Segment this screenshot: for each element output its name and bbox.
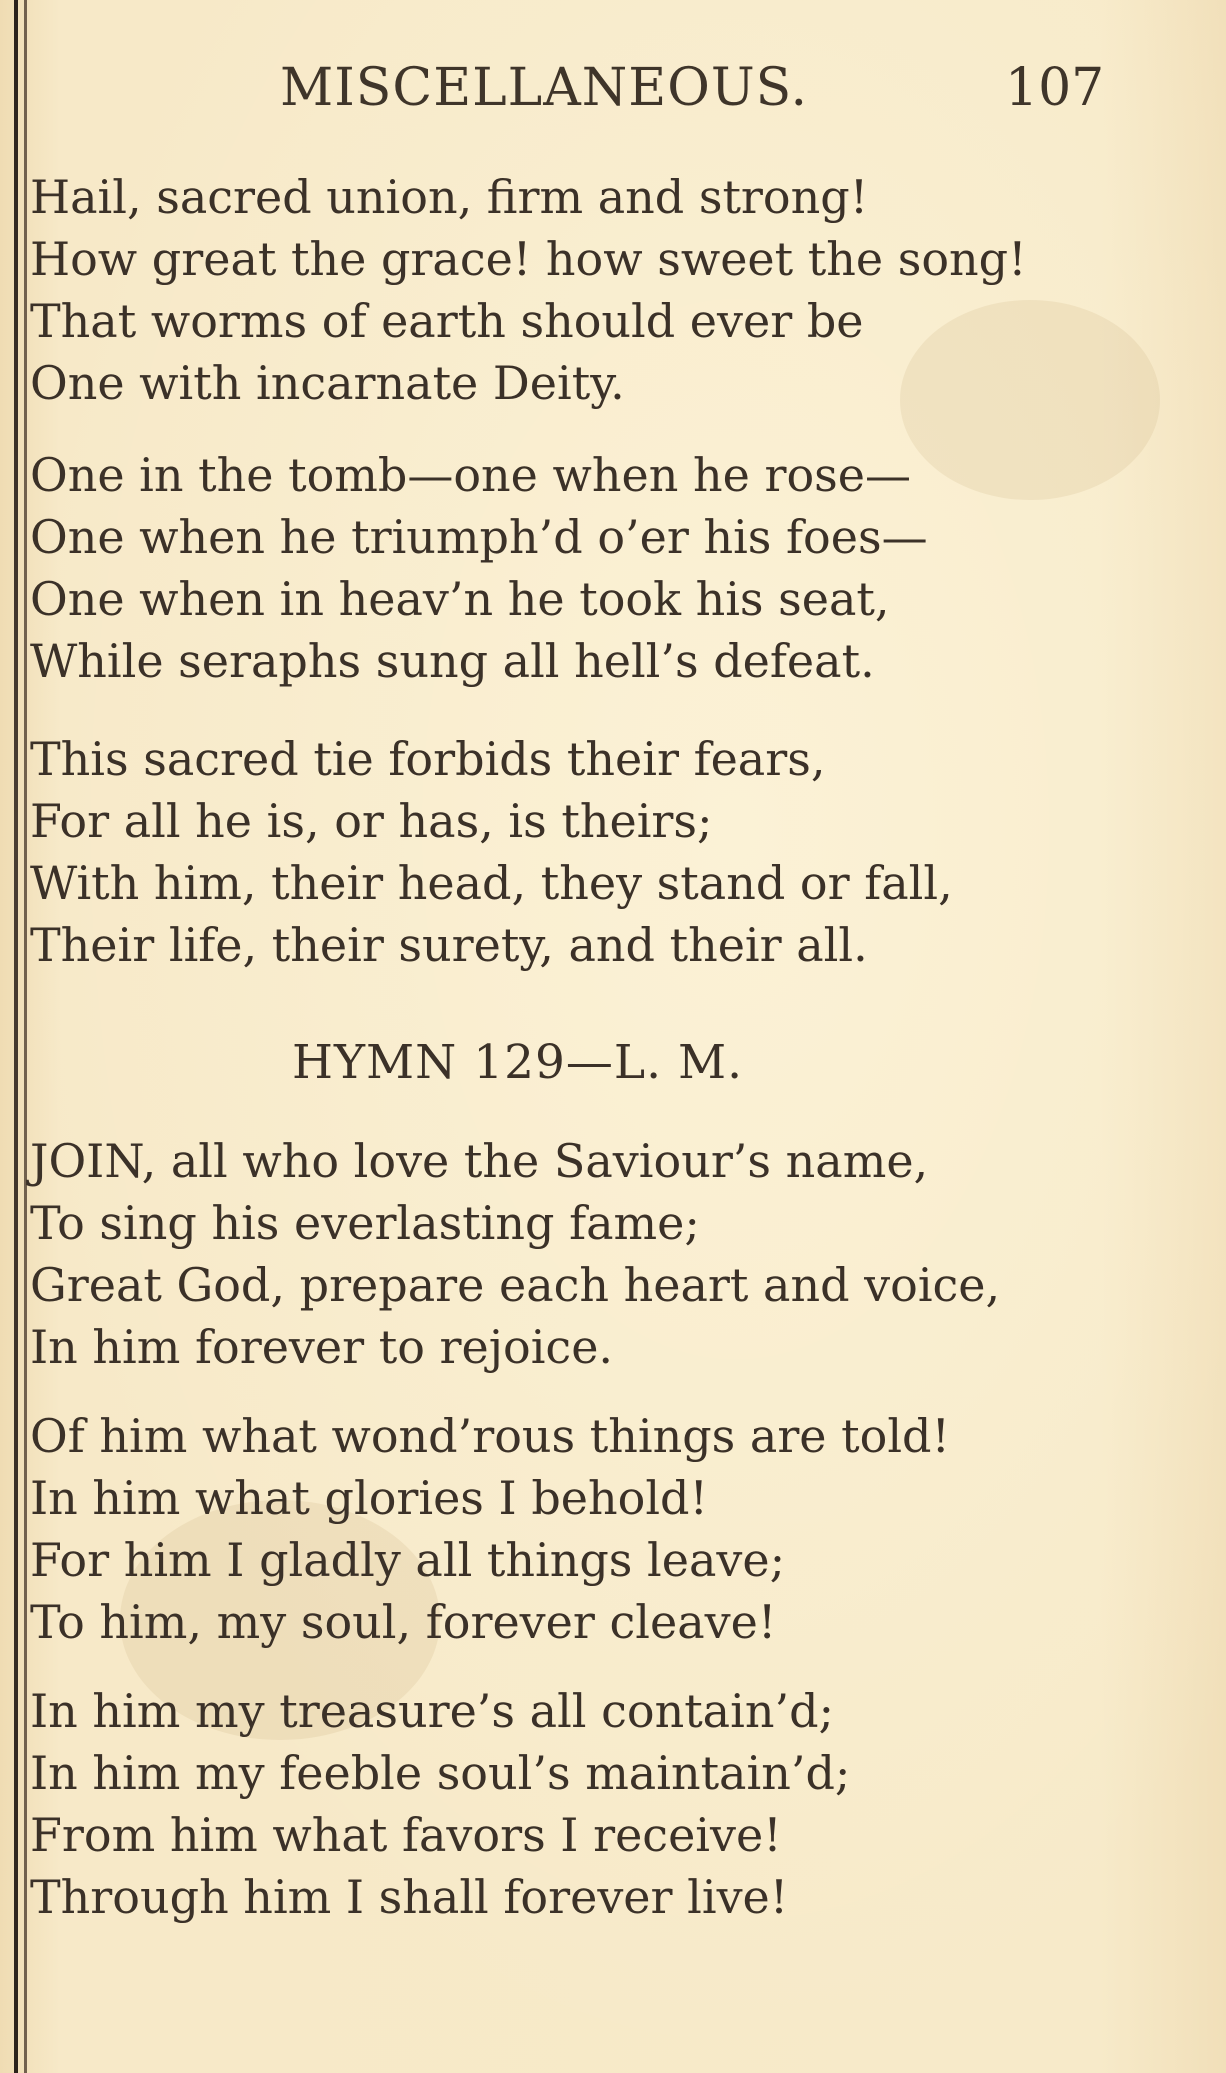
hymn-stanza-2: [30, 1405, 950, 1653]
verse-line: From him what favors I receive!: [30, 1808, 782, 1862]
verse-line: With him, their head, they stand or fall,: [30, 856, 953, 910]
verse-line: JOIN, all who love the Saviour’s name,: [30, 1134, 929, 1188]
stanza-2: [30, 444, 928, 692]
verse-line: Great God, prepare each heart and voice,: [30, 1258, 1001, 1312]
hymn-stanza-3: [30, 1680, 850, 1928]
verse-line: This sacred tie forbids their fears,: [30, 732, 826, 786]
verse-line: In him what glories I behold!: [30, 1471, 708, 1525]
verse-line: One when in heav’n he took his seat,: [30, 572, 890, 626]
verse-line: To sing his everlasting fame;: [30, 1196, 700, 1250]
stanza-3: [30, 728, 953, 976]
verse-line: One in the tomb—one when he rose—: [30, 448, 911, 502]
verse-line: Their life, their surety, and their all.: [30, 918, 868, 972]
hymn-title: HYMN 129—L. M.: [292, 1035, 744, 1090]
verse-line: In him my treasure’s all contain’d;: [30, 1684, 835, 1738]
verse-line: That worms of earth should ever be: [30, 294, 864, 348]
verse-line: One with incarnate Deity.: [30, 356, 625, 410]
verse-line: In him my feeble soul’s maintain’d;: [30, 1746, 851, 1800]
page-number: 107: [1005, 58, 1105, 118]
verse-line: For him I gladly all things leave;: [30, 1533, 786, 1587]
verse-line: For all he is, or has, is theirs;: [30, 794, 713, 848]
verse-line: Hail, sacred union, firm and strong!: [30, 170, 869, 224]
binding-edge: [14, 0, 18, 2073]
verse-line: To him, my soul, forever cleave!: [30, 1595, 777, 1649]
verse-line: One when he triumph’d o’er his foes—: [30, 510, 928, 564]
verse-line: How great the grace! how sweet the song!: [30, 232, 1027, 286]
running-title: MISCELLANEOUS.: [280, 58, 808, 118]
hymn-stanza-1: [30, 1130, 1000, 1378]
stanza-1: [30, 166, 1027, 414]
binding-edge-inner: [24, 0, 27, 2073]
verse-line: While seraphs sung all hell’s defeat.: [30, 634, 875, 688]
verse-line: In him forever to rejoice.: [30, 1320, 614, 1374]
verse-line: Of him what wond’rous things are told!: [30, 1409, 950, 1463]
verse-line: Through him I shall forever live!: [30, 1870, 789, 1924]
